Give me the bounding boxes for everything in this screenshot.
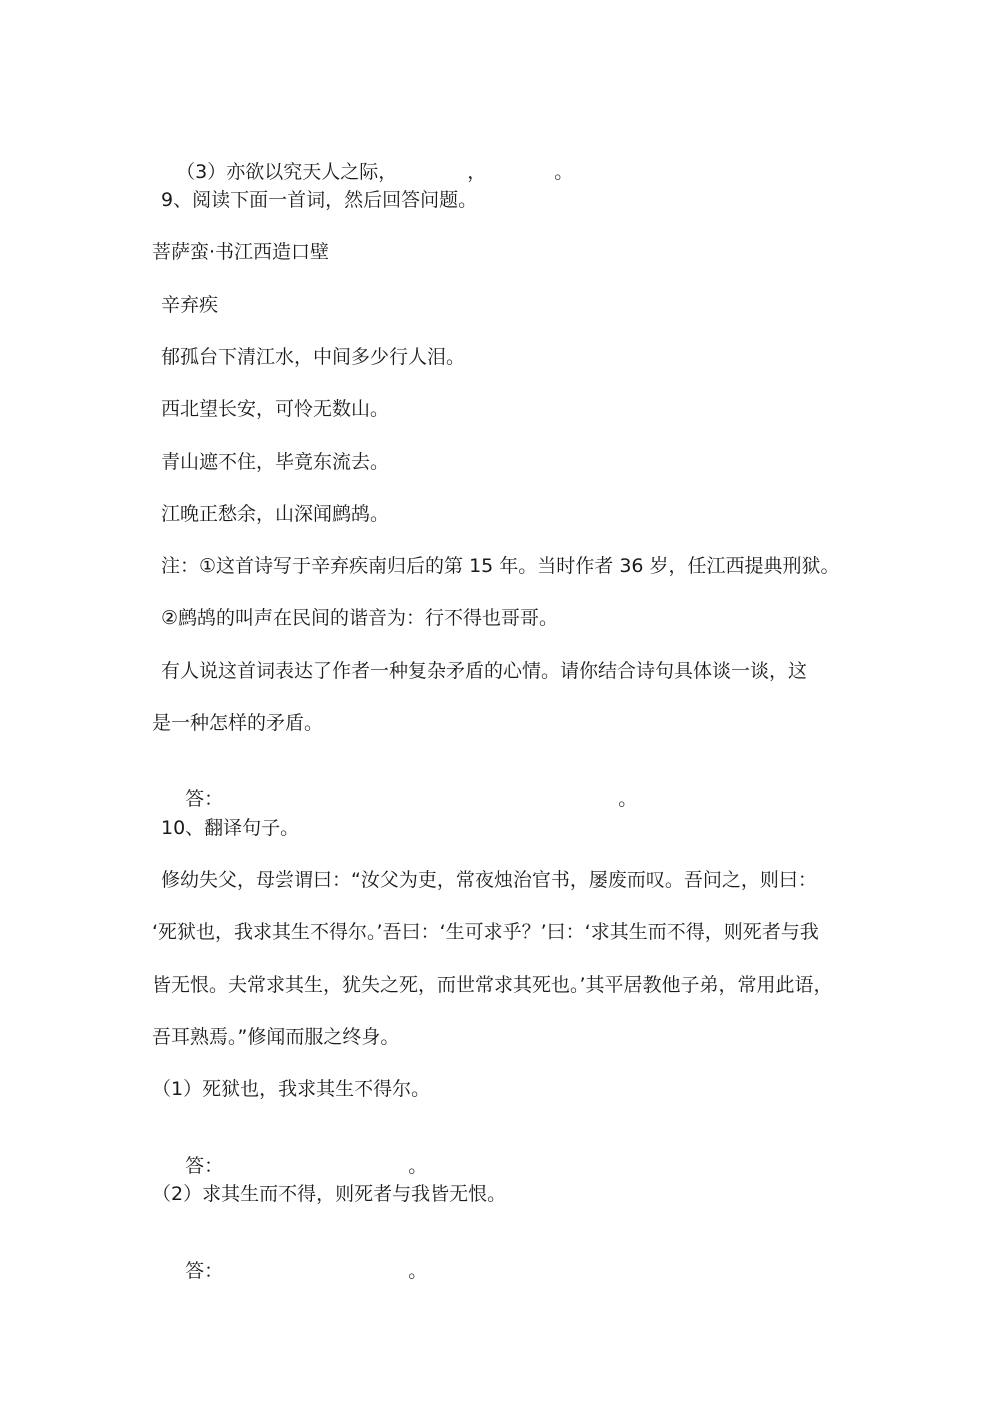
answer-period: 。 (618, 788, 638, 810)
poem-line-3: 青山遮不住，毕竟东流去。 (161, 451, 390, 473)
poem-note-2: ②鹧鸪的叫声在民间的谐音为：行不得也哥哥。 (161, 607, 559, 629)
q9-question-line-2: 是一种怎样的矛盾。 (152, 712, 324, 734)
q10-heading: 10、翻译句子。 (161, 817, 300, 839)
poem-line-4: 江晚正愁余，山深闻鹧鸪。 (161, 503, 390, 525)
q10-item-2-answer (161, 1235, 427, 1307)
q10-item-1: （1）死狱也，我求其生不得尔。 (152, 1078, 431, 1100)
poem-title: 菩萨蛮·书江西造口壁 (152, 241, 330, 263)
poem-line-2: 西北望长安，可怜无数山。 (161, 398, 390, 420)
passage-line-4: 吾耳熟焉。”修闻而服之终身。 (152, 1026, 400, 1048)
q8-item3-prefix: （3）亦欲以究天人之际， (176, 161, 398, 183)
q9-heading: 9、阅读下面一首词，然后回答问题。 (161, 189, 478, 211)
q8-item3-comma: ， (467, 161, 487, 183)
poem-note-1: 注：①这首诗写于辛弃疾南归后的第 15 年。当时作者 36 岁，任江西提典刑狱。 (161, 555, 840, 577)
poem-author: 辛弃疾 (161, 294, 219, 316)
answer-label: 答： (185, 788, 224, 810)
answer-period: 。 (408, 1260, 428, 1282)
poem-line-1: 郁孤台下清江水，中间多少行人泪。 (161, 346, 466, 368)
passage-line-1: 修幼失父，母尝谓曰：“汝父为吏，常夜烛治官书，屡废而叹。吾问之，则曰： (161, 869, 817, 891)
answer-label: 答： (185, 1260, 224, 1282)
q10-item-2: （2）求其生而不得，则死者与我皆无恨。 (152, 1183, 507, 1205)
passage-line-2: ‘死狱也，我求其生不得尔。’吾曰：‘生可求乎？’曰：‘求其生而不得，则死者与我 (152, 921, 819, 943)
q8-item3-period: 。 (554, 161, 574, 183)
q9-question-line-1: 有人说这首词表达了作者一种复杂矛盾的心情。请你结合诗句具体谈一谈，这 (161, 660, 808, 682)
answer-label: 答： (185, 1155, 224, 1177)
passage-line-3: 皆无恨。夫常求其生，犹失之死，而世常求其死也。’其平居教他子弟，常用此语， (152, 974, 833, 996)
answer-period: 。 (408, 1155, 428, 1177)
